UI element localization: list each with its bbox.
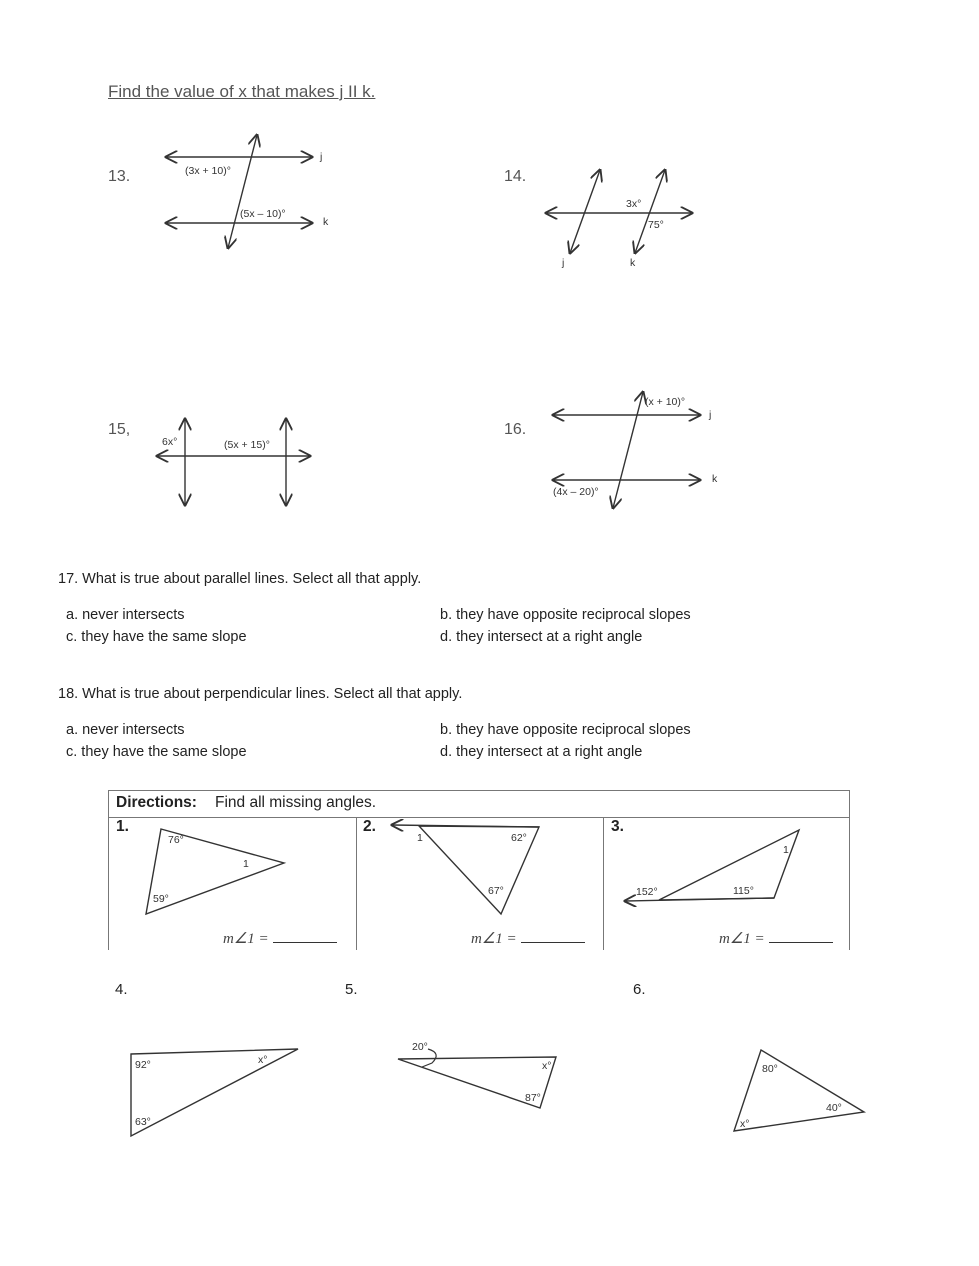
question-17: 17. What is true about parallel lines. Select all that apply. — [58, 571, 422, 587]
directions-label: Directions: — [116, 794, 197, 811]
worksheet-heading: Find the value of x that makes j II k. — [108, 82, 376, 101]
angle-label: 76° — [168, 834, 184, 846]
problem-16-number: 16. — [504, 421, 527, 438]
angle-label: 1 — [417, 832, 423, 844]
angle-label: 6x° — [162, 436, 178, 448]
problem-14-number: 14. — [504, 168, 527, 185]
transversal — [228, 135, 257, 248]
line-label: k — [712, 473, 718, 485]
problem-15-number: 15, — [108, 421, 131, 438]
angle-label: (3x + 10)° — [185, 165, 231, 177]
problem-16-figure — [545, 388, 730, 513]
angle-label: 115° — [733, 885, 754, 897]
cell-2-answer[interactable]: m∠1 = — [471, 929, 585, 948]
directions-header — [109, 791, 849, 818]
q18-option-d[interactable]: d. they intersect at a right angle — [440, 744, 643, 760]
cell-1-number: 1. — [116, 818, 129, 835]
q17-option-d[interactable]: d. they intersect at a right angle — [440, 629, 643, 645]
angle-label: 62° — [511, 832, 527, 844]
line-label: j — [709, 409, 712, 421]
angle-label: x° — [542, 1060, 552, 1072]
problem-6-triangle — [728, 1045, 868, 1135]
angle-label: 59° — [153, 893, 169, 905]
angle-label: 67° — [488, 885, 504, 897]
angle-label: x° — [740, 1118, 750, 1130]
problem-13-figure — [160, 130, 340, 255]
angle-label: 92° — [135, 1059, 151, 1071]
cell-divider — [603, 817, 604, 950]
angle-label: 80° — [762, 1063, 778, 1075]
line-k — [635, 170, 665, 253]
angle-label: x° — [258, 1054, 268, 1066]
cell-3-answer[interactable]: m∠1 = — [719, 929, 833, 948]
q17-option-a[interactable]: a. never intersects — [66, 607, 185, 623]
line-label: j — [562, 257, 565, 269]
line-label: k — [630, 257, 636, 269]
question-18: 18. What is true about perpendicular lines. Select all that apply. — [58, 686, 463, 702]
directions-text: Find all missing angles. — [215, 794, 377, 811]
problem-5-number: 5. — [345, 981, 358, 998]
angle-label: (4x – 20)° — [553, 486, 599, 498]
problem-4-number: 4. — [115, 981, 128, 998]
angle-label: 87° — [525, 1092, 541, 1104]
angle-label: (5x – 10)° — [240, 208, 286, 220]
line-label: j — [320, 151, 323, 163]
angle-label: 40° — [826, 1102, 842, 1114]
cell-1-triangle — [139, 826, 289, 916]
cell-3-number: 3. — [611, 818, 624, 835]
q18-option-b[interactable]: b. they have opposite reciprocal slopes — [440, 722, 691, 738]
angle-label: (5x + 15)° — [224, 439, 270, 451]
angle-label: 20° — [412, 1041, 428, 1053]
angle-label: 1 — [243, 858, 249, 870]
angle-label: 152° — [636, 886, 658, 898]
angle-label: 3x° — [626, 198, 642, 210]
problem-15-figure — [152, 415, 317, 510]
cell-divider — [356, 817, 357, 950]
q17-option-c[interactable]: c. they have the same slope — [66, 629, 247, 645]
q17-option-b[interactable]: b. they have opposite reciprocal slopes — [440, 607, 691, 623]
cell-1-answer[interactable]: m∠1 = — [223, 929, 337, 948]
angle-label: 1 — [783, 844, 789, 856]
cell-2-number: 2. — [363, 818, 376, 835]
directions-box — [108, 790, 850, 950]
problem-13-number: 13. — [108, 168, 131, 185]
line-j — [570, 170, 600, 253]
cell-2-triangle — [387, 819, 547, 919]
problem-6-number: 6. — [633, 981, 646, 998]
problem-14-figure — [540, 165, 700, 275]
transversal — [613, 392, 643, 508]
q18-option-a[interactable]: a. never intersects — [66, 722, 185, 738]
line-label: k — [323, 216, 329, 228]
problem-5-triangle — [392, 1035, 562, 1115]
angle-label: 63° — [135, 1116, 151, 1128]
problem-4-triangle — [125, 1045, 305, 1140]
angle-label: 75° — [648, 219, 664, 231]
angle-label: (x + 10)° — [645, 396, 686, 408]
cell-3-triangle — [621, 826, 806, 906]
q18-option-c[interactable]: c. they have the same slope — [66, 744, 247, 760]
